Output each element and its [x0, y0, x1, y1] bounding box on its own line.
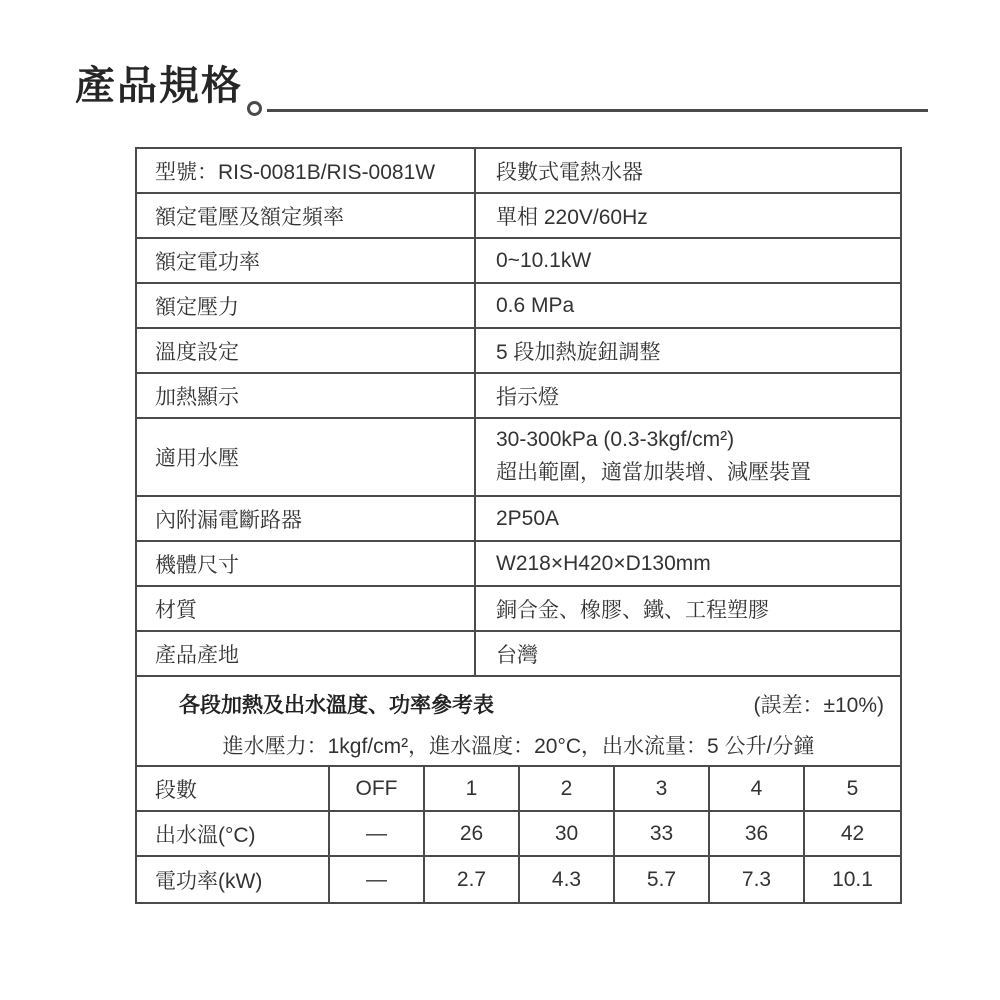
row-value: 0.6 MPa [496, 293, 575, 317]
row-value: 銅合金、橡膠、鐵、工程塑膠 [496, 598, 769, 622]
table-row-water-pressure [137, 419, 900, 497]
table-row-temperature-setting [137, 329, 900, 374]
table-row-origin [137, 632, 900, 677]
title-rule-circle-icon [247, 101, 262, 116]
table-row-breaker [137, 497, 900, 542]
grid-header-cell: OFF [330, 767, 425, 812]
grid-cell: 4.3 [520, 857, 615, 902]
table-row-rated-pressure [137, 284, 900, 329]
test-conditions: 進水壓力：1kgf/cm²，進水溫度：20°C，出水流量：5 公升/分鐘 [222, 735, 815, 758]
row-value: 指示燈 [496, 385, 559, 409]
reference-table-title: 各段加熱及出水溫度、功率參考表 [179, 694, 494, 717]
row-label: 機體尺寸 [137, 542, 476, 585]
row-value: 段數式電熱水器 [496, 160, 643, 184]
row-label: 加熱顯示 [137, 374, 476, 417]
grid-cell: 2.7 [425, 857, 520, 902]
grid-header-cell: 段數 [137, 767, 330, 812]
row-label: 額定電功率 [137, 239, 476, 282]
grid-cell: 5.7 [615, 857, 710, 902]
row-label: 材質 [137, 587, 476, 630]
grid-cell: 10.1 [832, 867, 873, 891]
grid-header-cell: 3 [615, 767, 710, 812]
grid-cell: — [330, 812, 425, 857]
row-value: W218×H420×D130mm [496, 551, 711, 575]
table-row-heating-indicator [137, 374, 900, 419]
spec-table [135, 147, 902, 904]
row-label: 溫度設定 [137, 329, 476, 372]
table-row-voltage-frequency [137, 194, 900, 239]
reference-table [137, 767, 900, 902]
grid-row-label: 出水溫(°C) [137, 812, 330, 857]
row-label: 型號：RIS-0081B/RIS-0081W [137, 149, 476, 192]
row-label: 內附漏電斷路器 [137, 497, 476, 540]
row-value: 0~10.1kW [496, 248, 592, 272]
row-label: 額定電壓及額定頻率 [137, 194, 476, 237]
grid-row-label: 電功率(kW) [137, 857, 330, 902]
row-value: 5 段加熱旋鈕調整 [496, 340, 661, 364]
row-value: 2P50A [496, 506, 560, 530]
grid-cell: — [330, 857, 425, 902]
row-label: 額定壓力 [137, 284, 476, 327]
title-rule-line [267, 109, 928, 112]
water-pressure-note: 超出範圍，適當加裝增、減壓裝置 [496, 461, 811, 484]
tolerance-note: (誤差：±10%) [753, 694, 884, 717]
grid-header-cell: 2 [520, 767, 615, 812]
table-row-material [137, 587, 900, 632]
grid-header-cell: 5 [805, 767, 900, 812]
grid-cell: 36 [710, 812, 805, 857]
grid-cell: 7.3 [710, 857, 805, 902]
grid-cell: 42 [805, 812, 900, 857]
reference-section-heading [137, 689, 900, 719]
grid-cell: 33 [615, 812, 710, 857]
row-value [476, 419, 900, 495]
grid-cell: 30 [520, 812, 615, 857]
page-title: 產品規格 [75, 64, 243, 108]
row-value: 單相 220V/60Hz [496, 205, 648, 229]
water-pressure-range: 30-300kPa (0.3-3kgf/cm²) [496, 428, 735, 452]
table-row-rated-power [137, 239, 900, 284]
grid-header-cell: 1 [425, 767, 520, 812]
grid-cell: 26 [425, 812, 520, 857]
table-row-dimensions [137, 542, 900, 587]
row-label: 適用水壓 [137, 419, 476, 495]
table-row-model [137, 149, 900, 194]
row-label: 產品產地 [137, 632, 476, 675]
grid-header-cell: 4 [710, 767, 805, 812]
reference-section [137, 677, 900, 767]
row-value: 台灣 [496, 643, 538, 667]
